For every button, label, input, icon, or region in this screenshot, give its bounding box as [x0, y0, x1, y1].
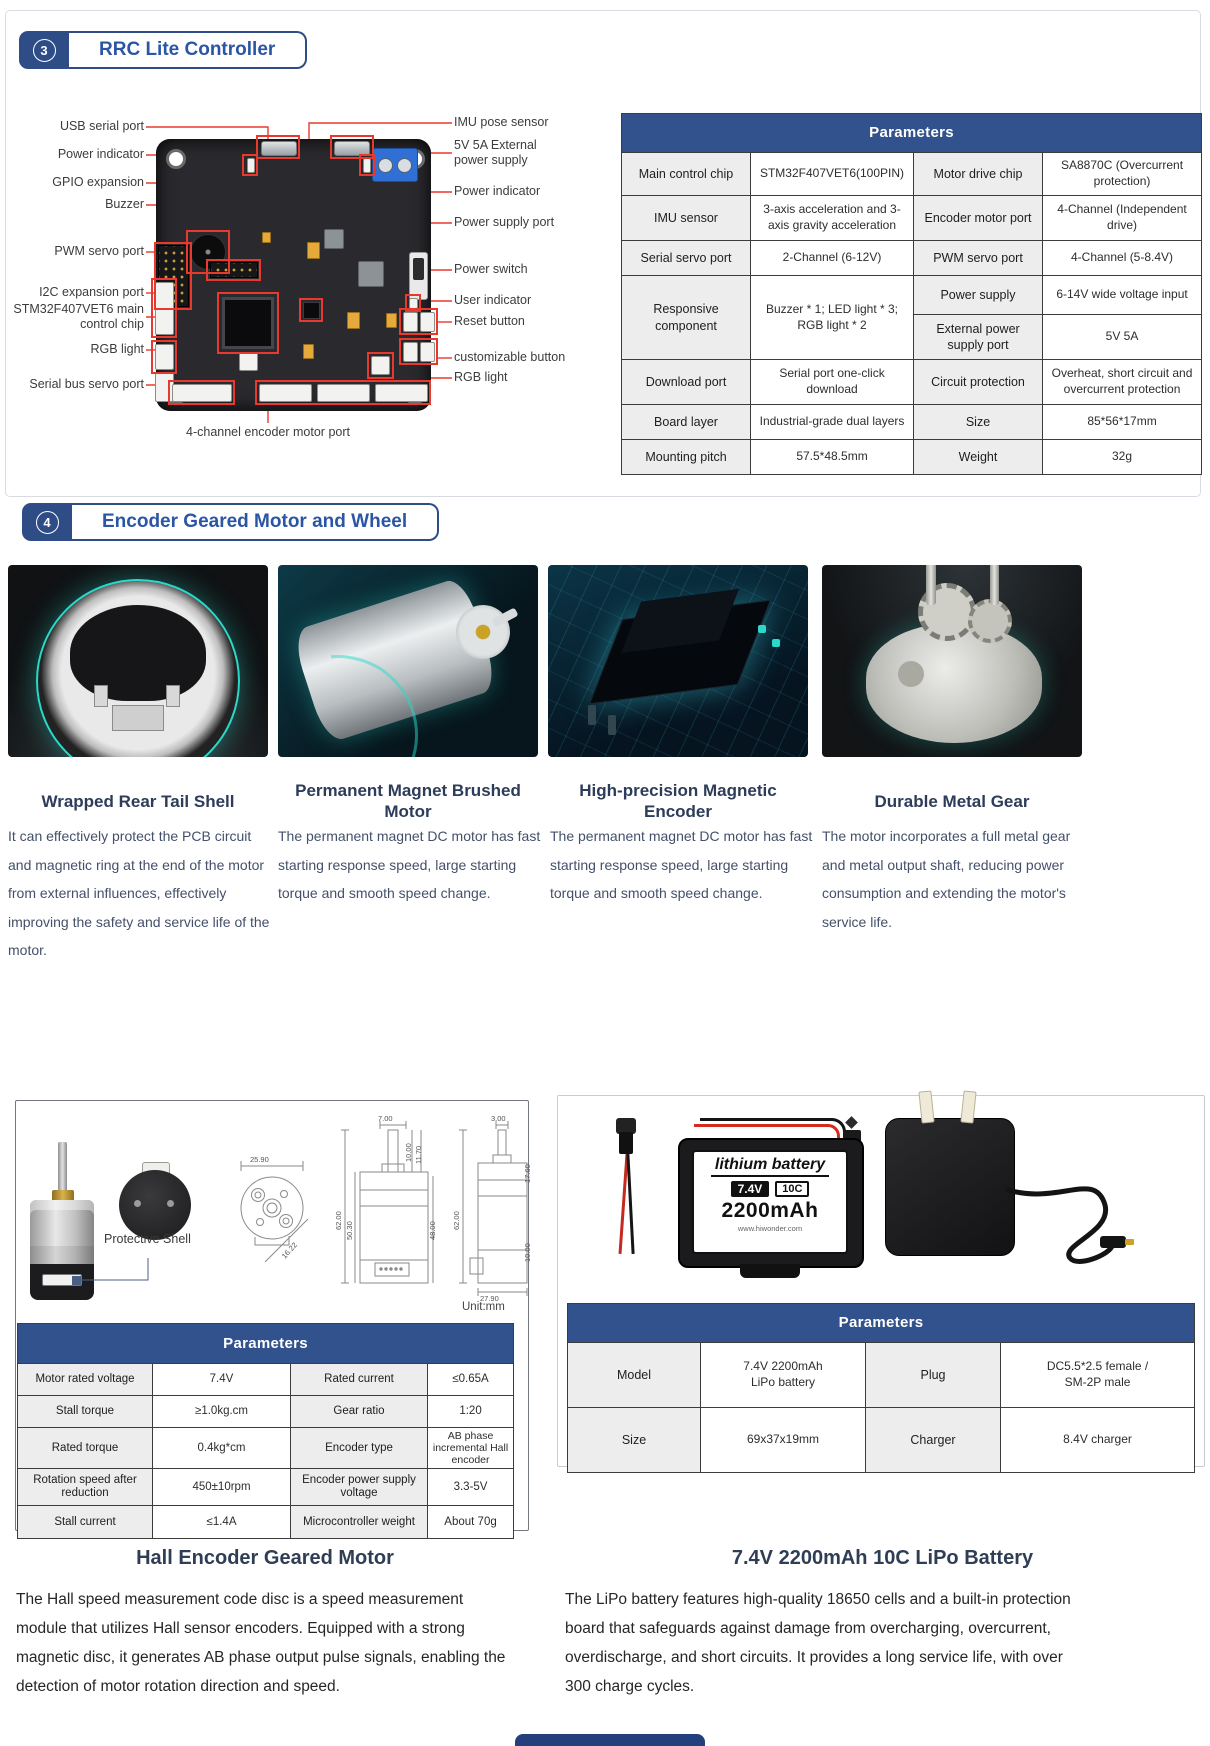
controller-parameters-table [621, 113, 1202, 475]
param-value: Industrial-grade dual layers [751, 405, 914, 440]
param-label: IMU sensor [622, 196, 751, 241]
dim-label: 11.70 [414, 1145, 423, 1164]
callout-box [242, 154, 258, 176]
capacitor [303, 344, 314, 359]
pcb-component [358, 261, 384, 287]
card-caption: Permanent Magnet Brushed Motor [295, 781, 521, 821]
table-header: Parameters [568, 1304, 1195, 1343]
mounting-hole [166, 149, 186, 169]
param-label: Motor drive chip [914, 153, 1043, 196]
pcb-pad [758, 625, 766, 633]
table-header: Parameters [622, 114, 1202, 153]
pcb-diagram [6, 111, 616, 476]
param-value: ≤0.65A [428, 1364, 514, 1396]
pcb-label-reset-button: Reset button [454, 314, 525, 328]
param-value: 4-Channel (5-8.4V) [1043, 241, 1202, 276]
wheel-face [70, 605, 206, 701]
param-value: 3-axis acceleration and 3-axis gravity acceleration [751, 196, 914, 241]
wheel-hub [112, 705, 164, 731]
pcb-label-gpio-expansion: GPIO expansion [52, 175, 144, 189]
param-value: 4-Channel (Independent drive) [1043, 196, 1202, 241]
param-label: Mounting pitch [622, 440, 751, 475]
pcb-label-power-switch: Power switch [454, 262, 528, 276]
param-value: 85*56*17mm [1043, 405, 1202, 440]
unit-label: Unit:mm [462, 1301, 505, 1313]
pcb-label-power-indicator: Power indicator [57, 147, 144, 161]
barrel-jack-tip [1125, 1239, 1134, 1245]
callout-box [367, 352, 394, 379]
pcb-label-customizable-button: customizable button [454, 350, 566, 364]
small-gear [968, 599, 1012, 643]
param-label: Plug [866, 1343, 1001, 1408]
param-value: Serial port one-click download [751, 360, 914, 405]
pcb-label-rgb-light: RGB light [90, 342, 144, 356]
callout-box [151, 278, 177, 338]
dim-label: 27.90 [480, 1294, 499, 1303]
pcb-label-buzzer: Buzzer [105, 197, 144, 211]
callout-box [256, 135, 300, 159]
param-label: PWM servo port [914, 241, 1043, 276]
badge-number-box [22, 503, 72, 541]
callout-box [168, 380, 235, 405]
pcb-label-usb-serial-port: USB serial port [59, 119, 144, 133]
param-value: 57.5*48.5mm [751, 440, 914, 475]
param-label: Power supply [914, 276, 1043, 315]
pcb-label-rgb-light-right: RGB light [454, 370, 508, 384]
table-header: Parameters [18, 1324, 514, 1364]
param-value: Overheat, short circuit and overcurrent protection [1043, 360, 1202, 405]
param-label: Stall current [18, 1506, 153, 1539]
param-label: Motor rated voltage [18, 1364, 153, 1396]
dim-label: 3.00 [491, 1114, 506, 1123]
section4-badge [22, 503, 439, 541]
pcb-pad [772, 639, 780, 647]
dim-label: 62.00 [334, 1211, 343, 1230]
pcb-label-power-indicator-right: Power indicator [454, 184, 541, 198]
dim-label: 10.00 [523, 1243, 532, 1262]
battery-voltage-badge: 7.4V [731, 1181, 770, 1197]
param-label: Board layer [622, 405, 751, 440]
dim-label: 62.00 [452, 1211, 461, 1230]
param-label: Responsive component [622, 276, 751, 360]
gear-hole [898, 661, 924, 687]
param-label: Stall torque [18, 1396, 153, 1428]
pcb-label-main-control-chip: STM32F407VET6 main control chip [13, 302, 144, 331]
callout-box [359, 154, 375, 176]
gear-image [822, 565, 1082, 757]
param-value: 5V 5A [1043, 315, 1202, 360]
section4-title: Encoder Geared Motor and Wheel [72, 503, 439, 541]
param-value: ≥1.0kg.cm [153, 1396, 291, 1428]
battery-plug-body [619, 1132, 633, 1154]
param-label: Download port [622, 360, 751, 405]
power-terminal [372, 148, 418, 182]
param-label: Main control chip [622, 153, 751, 196]
battery-crate-badge: 10C [775, 1181, 809, 1197]
param-value: 7.4V [153, 1364, 291, 1396]
dim-label: 16.22 [279, 1240, 300, 1261]
battery-parameters-table [567, 1303, 1195, 1473]
param-label: Size [568, 1408, 701, 1473]
encoder-image [548, 565, 808, 757]
motor-parameters-table [17, 1323, 514, 1539]
gearbox-body [866, 623, 1042, 743]
cad-drawings [15, 1100, 529, 1310]
motor-heading: Hall Encoder Geared Motor [136, 1547, 394, 1569]
motor-paragraph: The Hall speed measurement code disc is a speed measurement module that utilizes Hall sensor encoders. Equipped with a strong magnetic disc, it generates AB phase output pulse signals, enabling the detection of motor rotation direction and speed. [16, 1591, 506, 1695]
callout-box [255, 380, 431, 405]
charger-cable [1000, 1150, 1150, 1280]
param-value: SA8870C (Overcurrent protection) [1043, 153, 1202, 196]
param-value: ≤1.4A [153, 1506, 291, 1539]
param-label: Size [914, 405, 1043, 440]
param-label: Gear ratio [291, 1396, 428, 1428]
pcb-label-imu-pose-sensor: IMU pose sensor [454, 115, 549, 129]
param-value: STM32F407VET6(100PIN) [751, 153, 914, 196]
battery-image [678, 1138, 864, 1268]
callout-box [299, 298, 323, 322]
battery-capacity: 2200mAh [721, 1199, 819, 1222]
callout-box [399, 308, 438, 335]
param-value: 0.4kg*cm [153, 1428, 291, 1469]
capacitor [307, 242, 320, 259]
pcb-pin [608, 715, 616, 735]
terminal-screw [378, 158, 393, 173]
wheel-image [8, 565, 268, 757]
param-label: External power supply port [914, 315, 1043, 360]
switch-knob [413, 258, 424, 280]
battery-socket [740, 1264, 800, 1278]
wheel-bracket [166, 685, 180, 707]
gear-shaft [990, 565, 999, 605]
param-label: Encoder motor port [914, 196, 1043, 241]
pcb-pin [588, 705, 596, 725]
dim-label: 48.00 [428, 1221, 437, 1240]
param-value: AB phase incremental Hall encoder [428, 1428, 514, 1469]
circled-number: 4 [36, 511, 59, 534]
param-label: Weight [914, 440, 1043, 475]
param-value: 3.3-5V [428, 1469, 514, 1506]
pcb-component [324, 229, 344, 249]
capacitor [262, 232, 271, 243]
param-label: Model [568, 1343, 701, 1408]
param-label: Rotation speed after reduction [18, 1469, 153, 1506]
param-label: Encoder power supply voltage [291, 1469, 428, 1506]
rgb-led [239, 352, 258, 371]
badge-number-box [19, 31, 69, 69]
terminal-screw [397, 158, 412, 173]
pcb-label-serial-bus-servo-port: Serial bus servo port [29, 377, 144, 391]
param-label: Microcontroller weight [291, 1506, 428, 1539]
capacitor [386, 313, 397, 328]
capacitor [347, 312, 360, 329]
dim-label: 25.90 [250, 1155, 269, 1164]
card-text: The permanent magnet DC motor has fast starting response speed, large starting torque and smooth speed change. [278, 828, 541, 901]
card-caption: Wrapped Rear Tail Shell [41, 791, 235, 811]
param-value: 1:20 [428, 1396, 514, 1428]
param-value: Buzzer * 1; LED light * 3; RGB light * 2 [751, 276, 914, 360]
param-value: 6-14V wide voltage input [1043, 276, 1202, 315]
dim-label: 50.30 [345, 1221, 354, 1240]
battery-website: www.hiwonder.com [737, 1224, 803, 1233]
card-caption: Durable Metal Gear [874, 791, 1030, 811]
pcb-label-i2c-expansion-port: I2C expansion port [39, 285, 144, 299]
param-value: 8.4V charger [1001, 1408, 1195, 1473]
battery-label-title: lithium battery [711, 1156, 829, 1177]
pcb-label-power-supply-port: Power supply port [454, 215, 555, 229]
card-caption: High-precision Magnetic Encoder [579, 781, 777, 821]
callout-box [399, 338, 438, 365]
circled-number: 3 [33, 39, 56, 62]
callout-box [151, 340, 177, 374]
pcb-label-user-indicator: User indicator [454, 293, 532, 307]
param-value: 450±10rpm [153, 1469, 291, 1506]
param-value: 2-Channel (6-12V) [751, 241, 914, 276]
param-value: 32g [1043, 440, 1202, 475]
power-switch-component [409, 252, 428, 300]
battery-label [692, 1150, 848, 1254]
param-label: Charger [866, 1408, 1001, 1473]
callout-box [186, 230, 230, 274]
param-value: About 70g [428, 1506, 514, 1539]
battery-heading: 7.4V 2200mAh 10C LiPo Battery [731, 1547, 1034, 1569]
param-label: Rated torque [18, 1428, 153, 1469]
controller-section [5, 10, 1201, 497]
card-text: The permanent magnet DC motor has fast starting response speed, large starting torque and smooth speed change. [550, 828, 813, 901]
shell-label: Protective Shell [104, 1232, 191, 1246]
param-value: 7.4V 2200mAh LiPo battery [701, 1343, 866, 1408]
param-label: Rated current [291, 1364, 428, 1396]
motor-image [278, 565, 538, 757]
pcb-label-encoder-motor-port: 4-channel encoder motor port [186, 425, 350, 439]
charger-prong [960, 1090, 976, 1123]
card-text: The motor incorporates a full metal gear and metal output shaft, reducing power consumption and extending the motor's service life. [822, 828, 1071, 930]
charger-image [885, 1118, 1015, 1256]
barrel-jack [1100, 1236, 1126, 1248]
callout-box [217, 292, 279, 354]
section3-title: RRC Lite Controller [69, 31, 307, 69]
dim-label: 10.00 [404, 1143, 413, 1162]
param-value: 69x37x19mm [701, 1408, 866, 1473]
dim-label: 7.00 [378, 1114, 393, 1123]
gear-shaft [926, 565, 936, 605]
param-label: Serial servo port [622, 241, 751, 276]
section3-badge [19, 31, 307, 69]
param-label: Circuit protection [914, 360, 1043, 405]
param-label: Encoder type [291, 1428, 428, 1469]
pcb-label-pwm-servo-port: PWM servo port [54, 244, 144, 258]
wheel-bracket [94, 685, 108, 707]
param-value: DC5.5*2.5 female / SM-2P male [1001, 1343, 1195, 1408]
dim-label: 17.60 [523, 1164, 532, 1183]
card-text: It can effectively protect the PCB circuit and magnetic ring at the end of the motor from external influences, effectively improving the safety and service life of the motor. [8, 828, 270, 958]
battery-paragraph: The LiPo battery features high-quality 18650 cells and a built-in protection board that safeguards against damage from overcharging, overcurrent, overdischarge, and short circuits. It provides a long service life, with over 300 charge cycles. [565, 1591, 1071, 1695]
pcb-label-external-power-supply: 5V 5A External power supply [454, 138, 537, 167]
next-section-badge-fragment [515, 1734, 705, 1746]
